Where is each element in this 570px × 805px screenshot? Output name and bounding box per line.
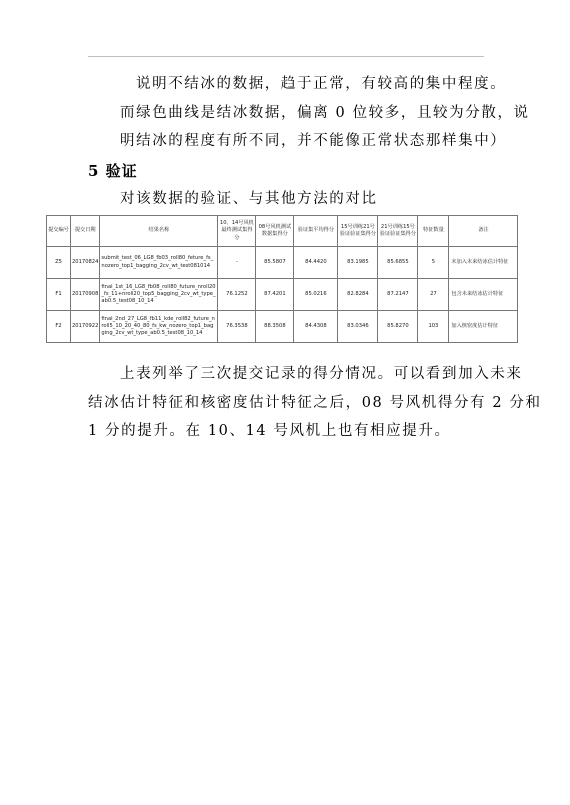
cell-result-name: final_1st_16_LG8_fb08_roll80_future_nroll20_fs_11+nroll20_top5_bagging_2cv_wt_type_ab0.5_test08_10_14: [100, 279, 218, 311]
cell-avg-score: 84.4420: [294, 247, 338, 279]
header-cell: 备注: [449, 216, 518, 247]
header-cell: 结果名称: [100, 216, 218, 247]
cell-feature-count: 27: [418, 279, 449, 311]
header-cell: 提交编号: [47, 216, 71, 247]
section-heading: 5 验证: [88, 162, 138, 180]
paragraph-line-2: 而绿色曲线是结冰数据，偏离 0 位较多，且较为分散，说: [120, 105, 530, 121]
cell-final-score: 76.1252: [218, 279, 256, 311]
table-row: [47, 247, 518, 279]
paragraph2-line-3: 1 分的提升。在 10、14 号风机上也有相应提升。: [88, 423, 451, 439]
header-cell: 验证集平均得分: [294, 216, 338, 247]
cell-submission-id: Z5: [47, 247, 71, 279]
cell-08-score: 88.3508: [256, 311, 294, 343]
header-cell: 08号风机测试数据集得分: [256, 216, 294, 247]
cell-note: 加入核密度估计特征: [449, 311, 518, 343]
cell-submission-id: F1: [47, 279, 71, 311]
paragraph-line-3: 明结冰的程度有所不同，并不能像正常状态那样集中）: [120, 133, 507, 149]
paragraph-line-1: 说明不结冰的数据，趋于正常，有较高的集中程度。: [136, 76, 507, 92]
header-cell: 15号训练21号验证验证集得分: [338, 216, 378, 247]
cell-08-score: 85.5807: [256, 247, 294, 279]
results-table: [46, 215, 518, 343]
header-cell: 特征数量: [418, 216, 449, 247]
table-row: [47, 311, 518, 343]
cell-21-15-score: 85.6855: [378, 247, 418, 279]
cell-avg-score: 85.0216: [294, 279, 338, 311]
cell-date: 20170908: [71, 279, 100, 311]
cell-15-21-score: 83.1985: [338, 247, 378, 279]
cell-date: 20170922: [71, 311, 100, 343]
header-cell: 21号训练15号验证验证集得分: [378, 216, 418, 247]
paragraph2-line-1: 上表列举了三次提交记录的得分情况。可以看到加入未来: [120, 366, 523, 382]
cell-date: 20170824: [71, 247, 100, 279]
results-table-container: [46, 215, 518, 343]
cell-21-15-score: 85.8270: [378, 311, 418, 343]
table-header-row: [47, 216, 518, 247]
cell-15-21-score: 82.8284: [338, 279, 378, 311]
cell-08-score: 87.4201: [256, 279, 294, 311]
cell-feature-count: 5: [418, 247, 449, 279]
cell-submission-id: F2: [47, 311, 71, 343]
cell-feature-count: 103: [418, 311, 449, 343]
cell-final-score: 76.3538: [218, 311, 256, 343]
section-intro: 对该数据的验证、与其他方法的对比: [120, 191, 378, 207]
cell-final-score: -: [218, 247, 256, 279]
cell-avg-score: 84.4308: [294, 311, 338, 343]
header-cell: 提交日期: [71, 216, 100, 247]
header-rule: [88, 56, 484, 57]
cell-21-15-score: 87.2147: [378, 279, 418, 311]
paragraph2-line-2: 结冰估计特征和核密度估计特征之后，08 号风机得分有 2 分和: [88, 395, 542, 411]
cell-result-name: submit_test_06_LG8_fb03_roll80_feture_fs_nozero_top1_bagging_2cv_wt_test081014: [100, 247, 218, 279]
cell-result-name: final_2nd_27_LG8_fb11_kde_roll82_future_nroll5_10_20_40_80_fs_kw_nozero_top1_bagging_2cv_wt_type_ab0.5_test08_10_14: [100, 311, 218, 343]
cell-15-21-score: 83.0346: [338, 311, 378, 343]
cell-note: 未加入未来结冰估计特征: [449, 247, 518, 279]
table-row: [47, 279, 518, 311]
cell-note: 包含未来结冰估计特征: [449, 279, 518, 311]
header-cell: 10、14号风机最终测试集得分: [218, 216, 256, 247]
